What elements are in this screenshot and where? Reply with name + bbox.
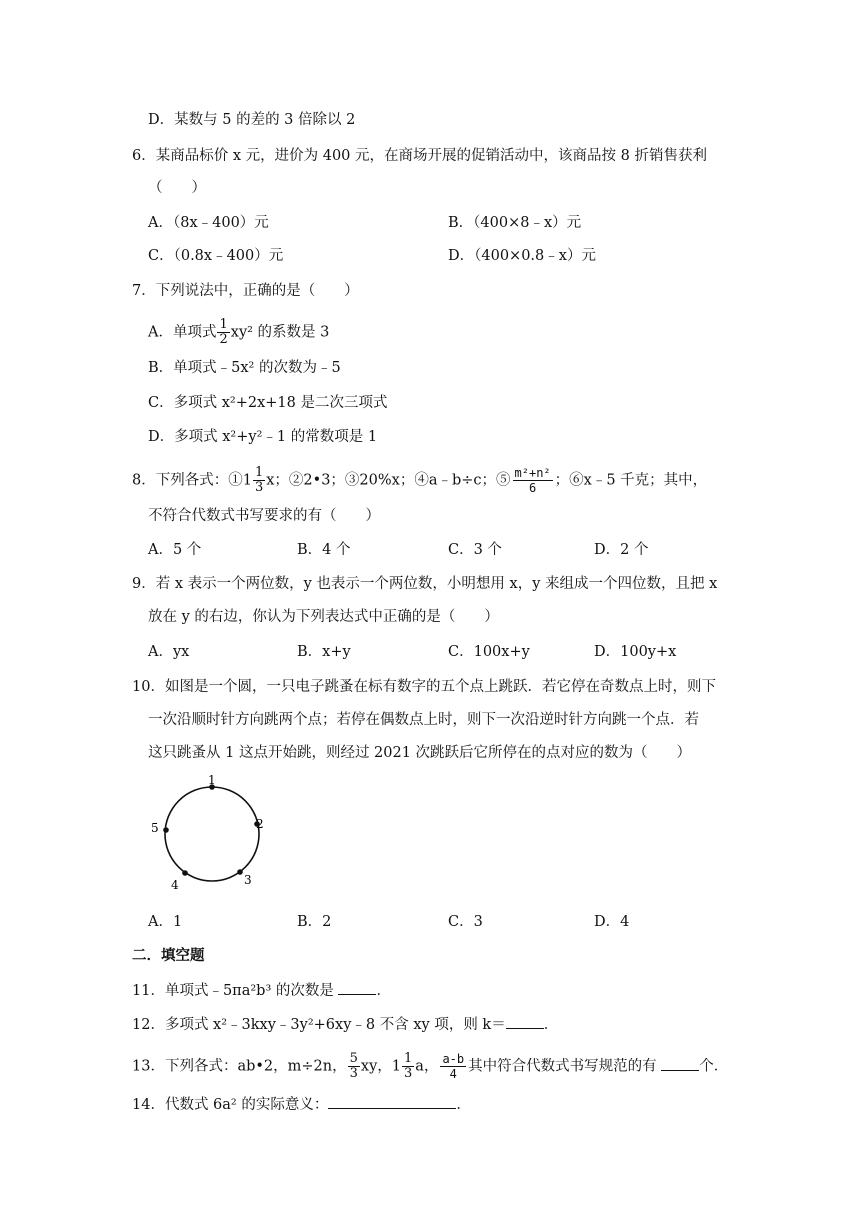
q8-fraction-2 <box>513 466 553 495</box>
q13-fraction-3 <box>440 1052 466 1081</box>
q11 <box>132 980 391 1001</box>
fraction-numerator: 1 <box>254 465 264 480</box>
q8-stem-line1 <box>132 466 707 495</box>
q13 <box>132 1052 728 1081</box>
q13-prefix: 13．下列各式：ab•2，m÷2n， <box>132 1058 347 1075</box>
point-2-label: 2 <box>256 817 264 831</box>
point-4-label: 4 <box>171 878 179 892</box>
fraction-denominator: 3 <box>349 1066 358 1081</box>
fraction-numerator: 5 <box>349 1051 358 1066</box>
q11-answer-blank[interactable] <box>338 980 376 995</box>
q14 <box>132 1094 471 1115</box>
fraction-numerator: m²+n² <box>514 466 551 480</box>
q10-stem-line2: 一次沿顺时针方向跳两个点；若停在偶数点上时，则下一次沿逆时针方向跳一个点．若 <box>148 712 699 728</box>
q7-option-a-suffix: xy² 的系数是 3 <box>230 324 330 341</box>
q9-stem-line2: 放在 y 的右边，你认为下列表达式中正确的是（ ） <box>148 609 499 625</box>
q12-text: 12．多项式 x²﹣3kxy﹣3y²+6xy﹣8 不含 xy 项，则 k＝ <box>132 1017 506 1033</box>
q9-option-c: C．100x+y <box>448 644 530 660</box>
q12 <box>132 1014 558 1035</box>
q14-answer-blank[interactable] <box>328 1094 456 1109</box>
fraction-numerator: 1 <box>404 1051 413 1066</box>
point-3-dot <box>237 869 243 875</box>
fraction-numerator: 1 <box>219 317 228 332</box>
q6-option-c: C．（0.8x﹣400）元 <box>148 248 284 264</box>
q10-option-c: C．3 <box>448 914 483 930</box>
q8-fraction-1 <box>253 466 265 495</box>
q13-mid2: a， <box>415 1058 439 1075</box>
q9-option-a: A．yx <box>148 644 190 660</box>
point-5-dot <box>163 827 169 833</box>
q11-text: 11．单项式﹣5πa²b³ 的次数是 <box>132 983 334 999</box>
point-3-label: 3 <box>244 873 252 887</box>
q10-option-b: B．2 <box>297 914 332 930</box>
q13-end: 个． <box>699 1058 729 1075</box>
fraction-numerator: a-b <box>442 1052 465 1066</box>
q7-option-b: B．单项式﹣5x² 的次数为﹣5 <box>148 360 341 376</box>
q14-text: 14．代数式 6a² 的实际意义： <box>132 1097 329 1113</box>
q12-end: ． <box>543 1017 559 1033</box>
circle <box>165 787 259 881</box>
q7-option-d: D．多项式 x²+y²﹣1 的常数项是 1 <box>148 429 378 445</box>
q12-answer-blank[interactable] <box>506 1014 544 1029</box>
q6-option-b: B．（400×8﹣x）元 <box>448 215 582 231</box>
q8-option-d: D．2 个 <box>594 542 649 558</box>
q8-option-a: A．5 个 <box>148 542 202 558</box>
q10-option-d: D．4 <box>594 914 630 930</box>
point-1-label: 1 <box>208 773 216 787</box>
q8-stem-part3: ；⑥x﹣5 千克；其中， <box>554 472 708 489</box>
q7-option-a <box>148 318 329 347</box>
q6-stem-line2: （ ） <box>148 180 206 196</box>
q6-stem-line1: 6．某商品标价 x 元，进价为 400 元，在商场开展的促销活动中，该商品按 8 折销售获利 <box>132 148 707 164</box>
fraction-denominator: 4 <box>449 1067 457 1081</box>
q7-stem: 7．下列说法中，正确的是（ ） <box>132 283 359 299</box>
q8-stem-prefix: 8．下列各式：①1 <box>132 472 252 489</box>
q8-stem-part2: x；②2•3；③20%x；④a﹣b÷c；⑤ <box>266 472 511 489</box>
q5-option-d: D．某数与 5 的差的 3 倍除以 2 <box>148 112 356 128</box>
q8-option-c: C．3 个 <box>448 542 502 558</box>
fraction-denominator: 6 <box>528 481 537 495</box>
q13-fraction-2 <box>402 1052 414 1081</box>
q7-option-c: C．多项式 x²+2x+18 是二次三项式 <box>148 395 388 411</box>
q10-circle-figure <box>148 772 278 902</box>
q14-end: ． <box>456 1097 471 1113</box>
fraction-denominator: 3 <box>404 1066 413 1081</box>
q13-mid1: xy，1 <box>360 1058 402 1075</box>
q8-option-b: B．4 个 <box>297 542 351 558</box>
q10-stem-line3: 这只跳蚤从 1 这点开始跳，则经过 2021 次跳跃后它所停在的点对应的数为（ ） <box>148 745 692 761</box>
q9-option-d: D．100y+x <box>594 644 677 660</box>
fraction-denominator: 3 <box>254 480 264 495</box>
point-4-dot <box>182 870 188 876</box>
q6-option-d: D．（400×0.8﹣x）元 <box>448 248 596 264</box>
q7-option-a-fraction <box>217 318 229 347</box>
q10-option-a: A．1 <box>148 914 183 930</box>
q13-answer-blank[interactable] <box>661 1056 699 1071</box>
q13-fraction-1 <box>348 1052 360 1081</box>
q8-stem-line2: 不符合代数式书写要求的有（ ） <box>148 508 380 524</box>
q9-stem-line1: 9．若 x 表示一个两位数，y 也表示一个两位数，小明想用 x，y 来组成一个四位数，且把 x <box>132 576 718 592</box>
fraction-denominator: 2 <box>219 332 228 347</box>
q11-end: ． <box>376 983 391 999</box>
section-title-fill-in: 二．填空题 <box>132 948 205 964</box>
q7-option-a-prefix: A．单项式 <box>148 324 217 341</box>
q10-stem-line1: 10．如图是一个圆，一只电子跳蚤在标有数字的五个点上跳跃．若它停在奇数点上时，则下 <box>132 679 716 695</box>
point-5-label: 5 <box>151 821 159 835</box>
q13-text: 其中符合代数式书写规范的有 <box>468 1058 657 1075</box>
q6-option-a: A．（8x﹣400）元 <box>148 215 269 231</box>
q9-option-b: B．x+y <box>297 644 351 660</box>
